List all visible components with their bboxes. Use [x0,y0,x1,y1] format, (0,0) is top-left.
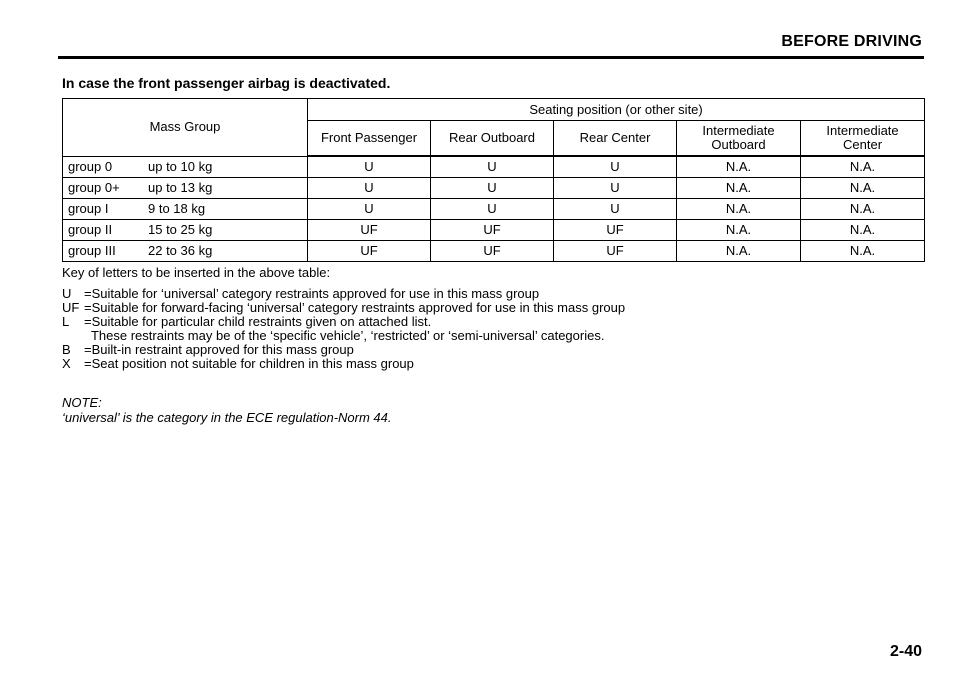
table-cell: N.A. [801,156,925,178]
header-divider [58,56,924,59]
column-header: Intermediate Outboard [677,121,801,157]
table-cell: U [554,199,677,220]
weight-range: 9 to 18 kg [148,201,206,216]
key-letter: U [62,286,72,301]
child-restraint-table [62,98,925,262]
table-cell: U [308,199,431,220]
table-cell: U [431,199,554,220]
table-caption: In case the front passenger airbag is deactivated. [62,75,391,91]
group-name: group III [68,243,116,258]
mass-group-cell [63,178,308,199]
mass-group-cell [63,199,308,220]
group-name: group I [68,201,109,216]
column-header: Rear Center [554,121,677,157]
key-intro: Key of letters to be inserted in the above table: [62,265,331,280]
table-cell: U [431,178,554,199]
mass-group-cell [63,156,308,178]
key-definition: =Suitable for forward-facing ‘universal’ category restraints approved for use in this mass group [84,300,626,315]
table-cell: N.A. [801,220,925,241]
table-row [63,178,925,199]
mass-group-cell [63,241,308,262]
table-cell: N.A. [677,199,801,220]
group-name: group II [68,222,113,237]
table-row [63,156,925,178]
note-text: ‘universal’ is the category in the ECE regulation-Norm 44. [62,410,392,425]
table-cell: N.A. [677,156,801,178]
column-header: Intermediate Center [801,121,925,157]
key-entry [62,357,625,371]
key-definition: =Seat position not suitable for children in this mass group [84,356,414,371]
key-entry [62,343,625,357]
column-header: Front Passenger [308,121,431,157]
key-letter: B [62,342,71,357]
key-list [62,287,625,371]
table-cell: UF [308,241,431,262]
weight-range: up to 10 kg [148,158,213,174]
table-cell: U [554,156,677,178]
key-definition: =Suitable for ‘universal’ category restraints approved for use in this mass group [84,286,540,301]
weight-range: 22 to 36 kg [148,243,213,258]
note [62,395,392,425]
key-letter: L [62,314,70,329]
table-cell: N.A. [801,178,925,199]
seating-position-header: Seating position (or other site) [308,99,925,121]
table-cell: N.A. [677,178,801,199]
key-entry [62,287,625,301]
group-name: group 0+ [68,180,120,195]
table-cell: N.A. [801,199,925,220]
weight-range: up to 13 kg [148,180,213,195]
section-title: BEFORE DRIVING [781,33,922,50]
table-cell: U [554,178,677,199]
key-letter: X [62,356,71,371]
key-entry [62,315,625,343]
group-name: group 0 [68,158,113,174]
table-cell: N.A. [677,220,801,241]
table-row [63,199,925,220]
page-number: 2-40 [889,643,922,660]
table-cell: U [308,178,431,199]
table-cell: UF [431,241,554,262]
table-row [63,241,925,262]
table-cell: UF [308,220,431,241]
weight-range: 15 to 25 kg [148,222,213,237]
table-cell: N.A. [677,241,801,262]
table-cell: UF [554,241,677,262]
mass-group-header: Mass Group [63,99,308,157]
table-cell: N.A. [801,241,925,262]
key-entry [62,301,625,315]
table-row [63,220,925,241]
note-label: NOTE: [62,395,102,410]
table-cell: UF [554,220,677,241]
table-cell: U [431,156,554,178]
key-definition: =Suitable for particular child restraints given on attached list. These restraints may be of the ‘specific vehicle’, ‘restricted’ or ‘semi-universal’ categories. [84,314,605,343]
key-letter: UF [62,300,80,315]
mass-group-cell [63,220,308,241]
column-header: Rear Outboard [431,121,554,157]
key-definition: =Built-in restraint approved for this mass group [84,342,354,357]
table-cell: UF [431,220,554,241]
table-cell: U [308,156,431,178]
